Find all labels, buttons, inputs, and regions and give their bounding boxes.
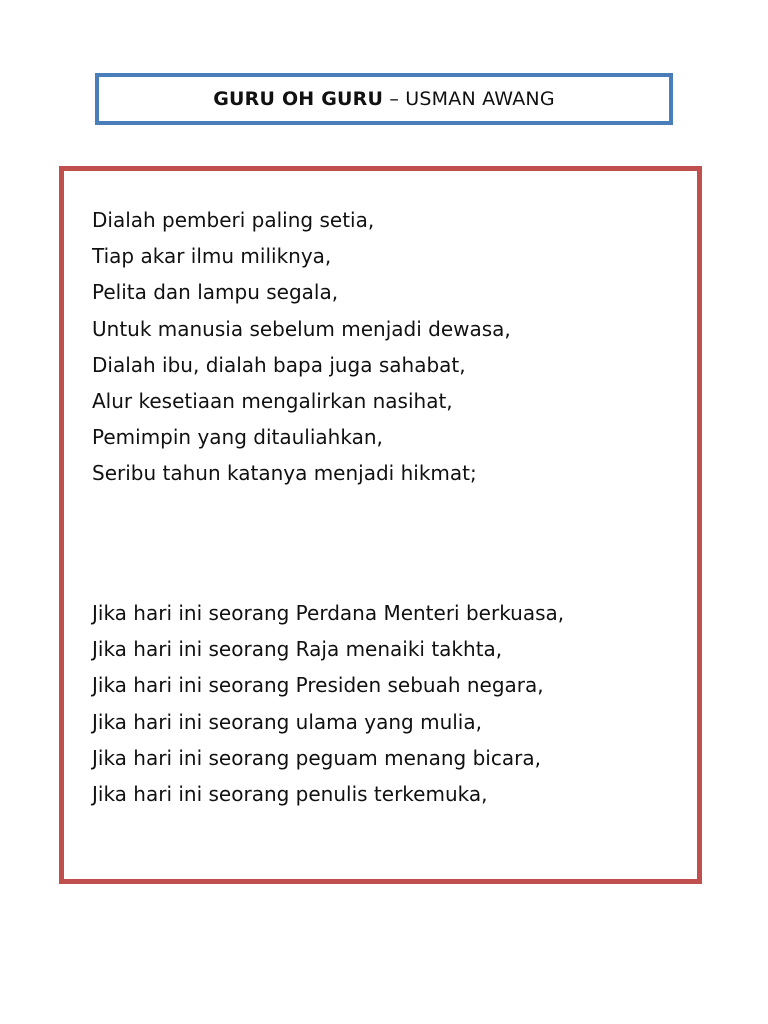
verse-line: Untuk manusia sebelum menjadi dewasa, — [92, 316, 511, 341]
title-main: GURU OH GURU — [213, 88, 384, 110]
verse-line: Alur kesetiaan mengalirkan nasihat, — [92, 388, 453, 413]
verse-line: Seribu tahun katanya menjadi hikmat; — [92, 461, 477, 486]
title-author: USMAN AWANG — [405, 88, 555, 110]
verse-line: Jika hari ini seorang ulama yang mulia, — [92, 709, 482, 734]
poem-title — [213, 88, 555, 110]
verse-line: Dialah pemberi paling setia, — [92, 208, 375, 232]
verse-line: Pelita dan lampu segala, — [92, 280, 339, 305]
verse-line: Jika hari ini seorang Presiden sebuah negara, — [92, 673, 544, 698]
stanza-1 — [92, 202, 511, 492]
verse-line: Jika hari ini seorang penulis terkemuka, — [92, 781, 488, 806]
verse-line: Pemimpin yang ditauliahkan, — [92, 425, 383, 450]
title-box — [95, 73, 673, 125]
verse-line: Dialah ibu, dialah bapa juga sahabat, — [92, 352, 466, 377]
verse-line: Tiap akar ilmu miliknya, — [92, 244, 332, 269]
title-separator: – — [383, 88, 406, 110]
verse-line: Jika hari ini seorang Raja menaiki takhta, — [92, 637, 503, 662]
verse-line: Jika hari ini seorang Perdana Menteri berkuasa, — [92, 601, 565, 625]
stanza-2 — [92, 595, 564, 812]
poem-box — [59, 166, 702, 884]
verse-line: Jika hari ini seorang peguam menang bicara, — [92, 745, 541, 770]
